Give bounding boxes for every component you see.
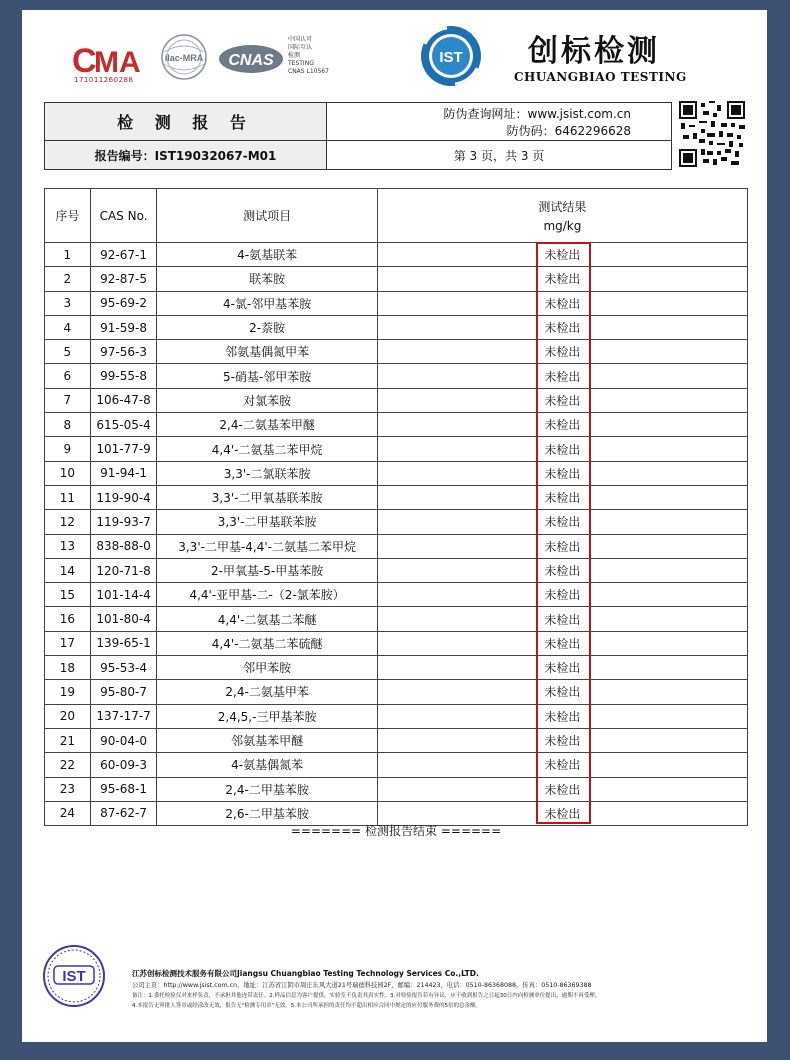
row-result: 未检出 (377, 364, 747, 388)
row-item: 4,4'-二氨基二苯醚 (157, 607, 377, 631)
row-item: 3,3'-二甲氧基联苯胺 (157, 485, 377, 509)
row-index: 5 (45, 340, 91, 364)
table-row (45, 340, 748, 364)
row-result: 未检出 (377, 728, 747, 752)
row-index: 20 (45, 704, 91, 728)
row-result: 未检出 (377, 243, 747, 267)
row-item: 2,6-二甲基苯胺 (157, 801, 377, 825)
report-title: 检 测 报 告 (45, 103, 327, 141)
ist-stamp (42, 944, 106, 1008)
row-cas: 137-17-7 (90, 704, 157, 728)
table-row (45, 364, 748, 388)
row-index: 23 (45, 777, 91, 801)
row-result: 未检出 (377, 558, 747, 582)
row-result: 未检出 (377, 656, 747, 680)
row-result: 未检出 (377, 704, 747, 728)
row-result: 未检出 (377, 340, 747, 364)
row-result: 未检出 (377, 801, 747, 825)
table-row (45, 583, 748, 607)
table-row (45, 656, 748, 680)
row-index: 10 (45, 461, 91, 485)
report-end-marker: ======= 检测报告结束 ====== (290, 824, 502, 838)
row-result: 未检出 (377, 291, 747, 315)
row-cas: 92-67-1 (90, 243, 157, 267)
row-index: 2 (45, 267, 91, 291)
table-row (45, 704, 748, 728)
col-result-unit: mg/kg (543, 219, 582, 233)
row-item: 4-氨基联苯 (157, 243, 377, 267)
row-result: 未检出 (377, 413, 747, 437)
row-item: 联苯胺 (157, 267, 377, 291)
table-row (45, 388, 748, 412)
table-row (45, 680, 748, 704)
table-row (45, 607, 748, 631)
row-cas: 838-88-0 (90, 534, 157, 558)
row-index: 14 (45, 558, 91, 582)
table-row (45, 461, 748, 485)
row-cas: 87-62-7 (90, 801, 157, 825)
qr-code-icon[interactable] (679, 101, 745, 167)
row-result: 未检出 (377, 777, 747, 801)
footer-note-1: 备注：1.委托检验仅对来样负责，不承担其他连带责任。2.样品信息为客户提供，实验室不负责其真实性。3.对检验报告若有异议，应于收到报告之日起30日内向检测单位提出，逾期不再受理。 (132, 993, 601, 999)
row-item: 邻氨基苯甲醚 (157, 728, 377, 752)
row-index: 16 (45, 607, 91, 631)
row-item: 对氯苯胺 (157, 388, 377, 412)
row-index: 18 (45, 656, 91, 680)
ist-label: IST (439, 49, 463, 66)
footer-company: 江苏创标检测技术服务有限公司Jiangsu Chuangbiao Testing Technology Services Co.,LTD. (132, 969, 479, 978)
row-cas: 91-94-1 (90, 461, 157, 485)
row-index: 4 (45, 315, 91, 339)
row-result: 未检出 (377, 680, 747, 704)
row-cas: 615-05-4 (90, 413, 157, 437)
row-cas: 90-04-0 (90, 728, 157, 752)
col-cas: CAS No. (90, 189, 157, 243)
row-cas: 101-77-9 (90, 437, 157, 461)
row-cas: 119-90-4 (90, 485, 157, 509)
ilac-label: ilac-MRA (164, 53, 204, 63)
row-index: 13 (45, 534, 91, 558)
row-item: 5-硝基-邻甲苯胺 (157, 364, 377, 388)
table-row (45, 291, 748, 315)
row-result: 未检出 (377, 437, 747, 461)
row-item: 4-氯-邻甲基苯胺 (157, 291, 377, 315)
row-item: 2-甲氧基-5-甲基苯胺 (157, 558, 377, 582)
row-result: 未检出 (377, 607, 747, 631)
table-row (45, 267, 748, 291)
row-cas: 119-93-7 (90, 510, 157, 534)
row-index: 8 (45, 413, 91, 437)
row-index: 19 (45, 680, 91, 704)
row-cas: 101-80-4 (90, 607, 157, 631)
col-item: 测试项目 (157, 189, 377, 243)
footer-contact: 公司主页：http://www.jsist.com.cn，地址：江苏省江阴市周庄东风大道21号瑞德科技园2F，邮编：214423，电话：0510-86368088，传真：0510-86369388 (132, 982, 592, 989)
row-cas: 92-87-5 (90, 267, 157, 291)
row-cas: 60-09-3 (90, 753, 157, 777)
table-row (45, 534, 748, 558)
table-row (45, 558, 748, 582)
stamp-label: IST (62, 968, 86, 985)
row-result: 未检出 (377, 631, 747, 655)
verify-url[interactable]: 防伪查询网址：www.jsist.com.cn (443, 107, 631, 121)
report-header (44, 102, 672, 170)
row-item: 2,4,5,-三甲基苯胺 (157, 704, 377, 728)
row-item: 2-萘胺 (157, 315, 377, 339)
table-row (45, 631, 748, 655)
row-index: 15 (45, 583, 91, 607)
row-cas: 97-56-3 (90, 340, 157, 364)
cnas-description: 中国认可 国际互认 检测 TESTING CNAS L10567 (288, 36, 329, 75)
row-item: 3,3'-二甲基联苯胺 (157, 510, 377, 534)
report-page (22, 10, 767, 1042)
row-cas: 95-80-7 (90, 680, 157, 704)
brand-name-en: CHUANGBIAO TESTING (514, 70, 687, 84)
row-result: 未检出 (377, 388, 747, 412)
footer (42, 944, 754, 1024)
svg-text:C: C (72, 42, 97, 80)
ist-logo (419, 24, 483, 88)
row-result: 未检出 (377, 583, 747, 607)
row-result: 未检出 (377, 461, 747, 485)
row-index: 21 (45, 728, 91, 752)
row-index: 22 (45, 753, 91, 777)
row-cas: 120-71-8 (90, 558, 157, 582)
table-row (45, 315, 748, 339)
table-row (45, 510, 748, 534)
row-item: 4-氨基偶氮苯 (157, 753, 377, 777)
row-index: 1 (45, 243, 91, 267)
logo-bar (22, 10, 767, 100)
row-item: 2,4-二氨基甲苯 (157, 680, 377, 704)
table-row (45, 243, 748, 267)
row-item: 4,4'-亚甲基-二-（2-氯苯胺） (157, 583, 377, 607)
row-index: 9 (45, 437, 91, 461)
verification-info (327, 103, 671, 141)
row-cas: 99-55-8 (90, 364, 157, 388)
cma-label: MA (94, 46, 141, 79)
row-cas: 101-14-4 (90, 583, 157, 607)
table-header-row (45, 189, 748, 243)
row-result: 未检出 (377, 534, 747, 558)
row-cas: 95-68-1 (90, 777, 157, 801)
row-cas: 91-59-8 (90, 315, 157, 339)
row-index: 11 (45, 485, 91, 509)
ilac-mra-logo (156, 32, 212, 82)
row-index: 3 (45, 291, 91, 315)
row-index: 6 (45, 364, 91, 388)
row-cas: 139-65-1 (90, 631, 157, 655)
row-index: 24 (45, 801, 91, 825)
table-row (45, 753, 748, 777)
row-index: 17 (45, 631, 91, 655)
row-item: 3,3'-二甲基-4,4'-二氨基二苯甲烷 (157, 534, 377, 558)
footer-note-2: 4.本报告无审批人签章或经涂改无效，报告无"检测专用章"无效。5.本公司所承担的责任均不超出相应合同中规定的应付服务费的5倍的总金额。 (132, 1003, 482, 1009)
col-index: 序号 (45, 189, 91, 243)
col-result-label: 测试结果 (538, 200, 587, 214)
row-cas: 106-47-8 (90, 388, 157, 412)
row-item: 4,4'-二氨基二苯甲烷 (157, 437, 377, 461)
row-index: 7 (45, 388, 91, 412)
row-item: 邻甲苯胺 (157, 656, 377, 680)
row-item: 邻氨基偶氮甲苯 (157, 340, 377, 364)
row-result: 未检出 (377, 753, 747, 777)
results-table (44, 188, 748, 826)
row-result: 未检出 (377, 267, 747, 291)
table-row (45, 777, 748, 801)
col-result (377, 189, 747, 243)
table-row (45, 485, 748, 509)
row-result: 未检出 (377, 315, 747, 339)
row-item: 4,4'-二氨基二苯硫醚 (157, 631, 377, 655)
table-row (45, 437, 748, 461)
row-index: 12 (45, 510, 91, 534)
row-result: 未检出 (377, 510, 747, 534)
row-item: 3,3'-二氯联苯胺 (157, 461, 377, 485)
page-info: 第 3 页，共 3 页 (453, 148, 545, 163)
row-cas: 95-69-2 (90, 291, 157, 315)
table-row (45, 728, 748, 752)
cma-number: 171011260288 (74, 76, 134, 84)
row-item: 2,4-二氨基苯甲醚 (157, 413, 377, 437)
cnas-label: CNAS (228, 52, 274, 69)
cnas-logo (218, 44, 284, 74)
row-item: 2,4-二甲基苯胺 (157, 777, 377, 801)
row-cas: 95-53-4 (90, 656, 157, 680)
verify-code: 防伪码：6462296628 (506, 124, 631, 138)
row-result: 未检出 (377, 485, 747, 509)
result-highlight-frame (536, 242, 591, 824)
table-row (45, 413, 748, 437)
report-number: 报告编号：IST19032067-M01 (45, 141, 327, 169)
brand-name-cn: 创标检测 (528, 34, 660, 69)
